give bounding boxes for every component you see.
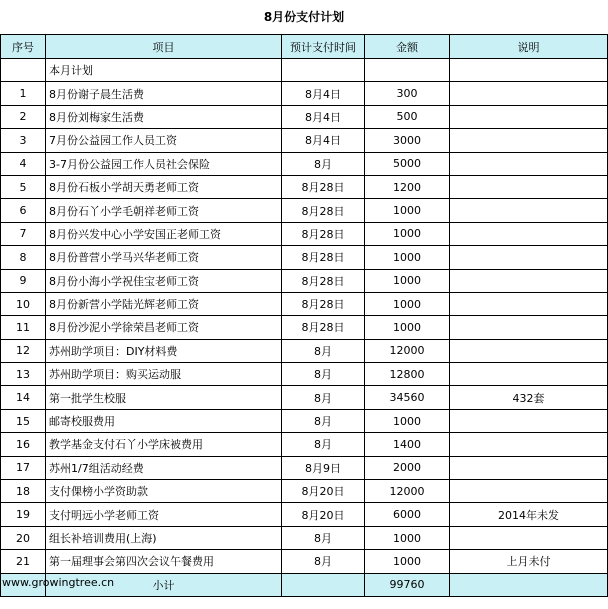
table-row (1, 550, 608, 573)
row-time: 8月 (282, 550, 365, 573)
row-amount: 2000 (365, 456, 450, 479)
row-time: 8月28日 (282, 246, 365, 269)
row-no: 16 (1, 433, 46, 456)
table-row (1, 480, 608, 503)
row-time: 8月4日 (282, 105, 365, 128)
row-note: 432套 (450, 386, 608, 409)
table-row (1, 82, 608, 105)
row-time: 8月4日 (282, 129, 365, 152)
row-note (450, 152, 608, 175)
row-amount: 500 (365, 105, 450, 128)
row-time: 8月 (282, 433, 365, 456)
row-time: 8月28日 (282, 175, 365, 198)
row-item: 苏州助学项目：DIY材料费 (46, 339, 282, 362)
row-no: 10 (1, 292, 46, 315)
row-time: 8月28日 (282, 292, 365, 315)
row-note (450, 456, 608, 479)
table-row (1, 386, 608, 409)
section-row (1, 59, 608, 82)
payment-plan-table (0, 34, 608, 597)
row-amount: 34560 (365, 386, 450, 409)
header-item: 项目 (46, 35, 282, 59)
row-amount: 300 (365, 82, 450, 105)
header-amount: 金额 (365, 35, 450, 59)
row-note (450, 199, 608, 222)
table-row (1, 456, 608, 479)
row-no: 2 (1, 105, 46, 128)
table-row (1, 222, 608, 245)
sheet-title: 8月份支付计划 (263, 10, 345, 24)
row-no: 1 (1, 82, 46, 105)
row-item: 8月份小海小学祝佳宝老师工资 (46, 269, 282, 292)
row-time: 8月28日 (282, 269, 365, 292)
row-item: 第一批学生校服 (46, 386, 282, 409)
row-time: 8月28日 (282, 199, 365, 222)
row-no: 3 (1, 129, 46, 152)
row-amount: 5000 (365, 152, 450, 175)
row-amount: 1400 (365, 433, 450, 456)
row-time: 8月 (282, 339, 365, 362)
row-time: 8月 (282, 363, 365, 386)
table-row (1, 175, 608, 198)
table-row (1, 129, 608, 152)
row-note (450, 246, 608, 269)
header-note: 说明 (450, 35, 608, 59)
row-item: 3-7月份公益园工作人员社会保险 (46, 152, 282, 175)
row-no: 20 (1, 526, 46, 549)
row-item: 邮寄校服费用 (46, 409, 282, 432)
table-row (1, 269, 608, 292)
row-item: 苏州助学项目：购买运动服 (46, 363, 282, 386)
row-no: 5 (1, 175, 46, 198)
row-time: 8月20日 (282, 503, 365, 526)
header-time: 预计支付时间 (282, 35, 365, 59)
website-watermark: www.growingtree.cn (2, 576, 115, 589)
table-row (1, 433, 608, 456)
row-time: 8月4日 (282, 82, 365, 105)
row-no: 7 (1, 222, 46, 245)
row-amount: 6000 (365, 503, 450, 526)
row-note: 上月未付 (450, 550, 608, 573)
row-item: 8月份新营小学陆光辉老师工资 (46, 292, 282, 315)
row-time: 8月 (282, 386, 365, 409)
table-row (1, 246, 608, 269)
table-row (1, 526, 608, 549)
row-note: 2014年未发 (450, 503, 608, 526)
subtotal-spacer (282, 573, 365, 596)
row-no: 15 (1, 409, 46, 432)
row-amount: 1000 (365, 292, 450, 315)
subtotal-label: 小计 (46, 573, 282, 596)
row-item: 苏州1/7组活动经费 (46, 456, 282, 479)
row-amount: 1000 (365, 316, 450, 339)
row-no: 21 (1, 550, 46, 573)
header-no: 序号 (1, 35, 46, 59)
row-note (450, 269, 608, 292)
row-item: 8月份石板小学胡天勇老师工资 (46, 175, 282, 198)
row-no: 18 (1, 480, 46, 503)
row-item: 8月份普营小学马兴华老师工资 (46, 246, 282, 269)
row-amount: 1000 (365, 199, 450, 222)
row-item: 教学基金支付石丫小学床被费用 (46, 433, 282, 456)
row-time: 8月 (282, 526, 365, 549)
row-time: 8月20日 (282, 480, 365, 503)
row-time: 8月 (282, 152, 365, 175)
row-time: 8月28日 (282, 222, 365, 245)
row-note (450, 316, 608, 339)
row-item: 8月份谢子晨生活费 (46, 82, 282, 105)
row-amount: 1200 (365, 175, 450, 198)
row-time: 8月9日 (282, 456, 365, 479)
row-note (450, 339, 608, 362)
table-row (1, 409, 608, 432)
row-time: 8月28日 (282, 316, 365, 339)
row-no: 13 (1, 363, 46, 386)
row-note (450, 222, 608, 245)
table-row (1, 105, 608, 128)
row-item: 支付倮榜小学资助款 (46, 480, 282, 503)
table-row (1, 363, 608, 386)
row-time: 8月 (282, 409, 365, 432)
row-amount: 1000 (365, 246, 450, 269)
row-note (450, 175, 608, 198)
header-row (1, 35, 608, 59)
row-no: 6 (1, 199, 46, 222)
row-note (450, 409, 608, 432)
table-row (1, 199, 608, 222)
row-no: 14 (1, 386, 46, 409)
table-row (1, 292, 608, 315)
table-row (1, 152, 608, 175)
row-no: 12 (1, 339, 46, 362)
subtotal-amount: 99760 (365, 573, 450, 596)
row-amount: 1000 (365, 269, 450, 292)
row-no: 9 (1, 269, 46, 292)
row-note (450, 363, 608, 386)
row-amount: 1000 (365, 550, 450, 573)
row-note (450, 526, 608, 549)
row-no: 8 (1, 246, 46, 269)
row-note (450, 105, 608, 128)
row-amount: 12000 (365, 339, 450, 362)
row-item: 第一届理事会第四次会议午餐费用 (46, 550, 282, 573)
row-amount: 3000 (365, 129, 450, 152)
table-row (1, 316, 608, 339)
row-note (450, 433, 608, 456)
row-item: 8月份沙泥小学徐荣昌老师工资 (46, 316, 282, 339)
row-no: 19 (1, 503, 46, 526)
row-item: 8月份石丫小学毛朝祥老师工资 (46, 199, 282, 222)
row-note (450, 292, 608, 315)
table-row (1, 339, 608, 362)
row-note (450, 129, 608, 152)
row-item: 组长补培训费用(上海) (46, 526, 282, 549)
subtotal-spacer (450, 573, 608, 596)
row-amount: 1000 (365, 526, 450, 549)
row-amount: 1000 (365, 222, 450, 245)
row-item: 支付明远小学老师工资 (46, 503, 282, 526)
row-amount: 12800 (365, 363, 450, 386)
row-item: 7月份公益园工作人员工资 (46, 129, 282, 152)
row-amount: 12000 (365, 480, 450, 503)
row-item: 8月份兴发中心小学安国正老师工资 (46, 222, 282, 245)
row-no: 4 (1, 152, 46, 175)
row-no: 17 (1, 456, 46, 479)
row-amount: 1000 (365, 409, 450, 432)
row-no: 11 (1, 316, 46, 339)
table-row (1, 503, 608, 526)
row-note (450, 82, 608, 105)
row-note (450, 480, 608, 503)
row-item: 8月份刘梅家生活费 (46, 105, 282, 128)
section-label: 本月计划 (46, 59, 282, 82)
